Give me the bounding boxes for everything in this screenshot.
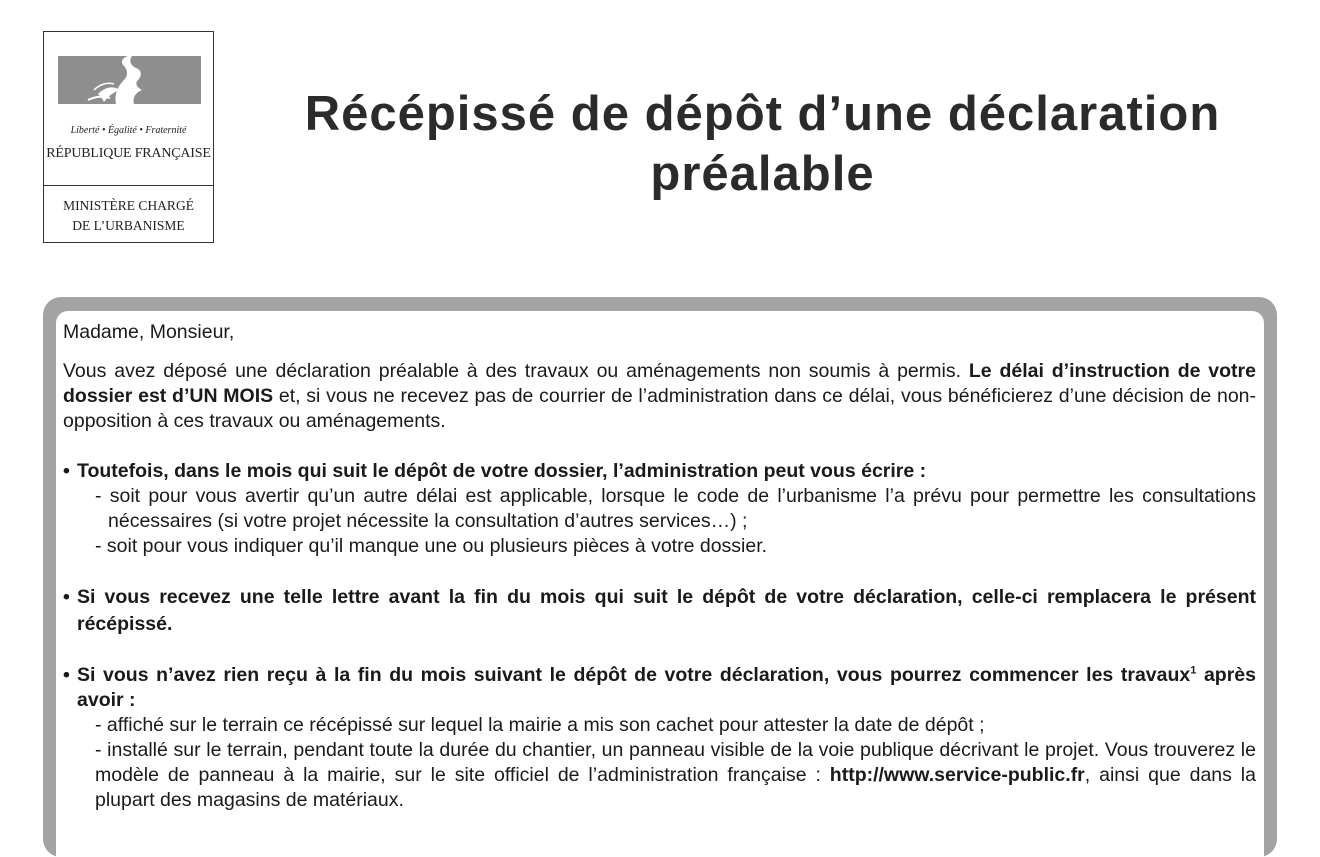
receipt-body: [63, 320, 1256, 813]
bullet-nothing-received-item-1: - affiché sur le terrain ce récépissé sur lequel la mairie a mis son cachet pour attester la date de dépôt ;: [95, 714, 985, 736]
bullet-mark: •: [63, 664, 70, 686]
bullet-letter-heading: Si vous recevez une telle lettre avant la fin du mois qui suit le dépôt de votre déclaration, celle-ci remplacera le présent récépissé.: [77, 586, 1256, 635]
bullet-nothing-received-text-1: Si vous n’avez rien reçu à la fin du mois suivant le dépôt de votre déclaration, vous pourrez commencer les travaux: [77, 664, 1191, 686]
bullet-however-item-1: - soit pour vous avertir qu’un autre délai est applicable, lorsque le code de l’urbanisme l’a prévu pour permettre les consultations nécessaires (si votre projet nécessite la consultation d’autres services…) ;: [95, 485, 1256, 532]
ministry-name: [44, 196, 213, 236]
bullet-however-item-2: - soit pour vous indiquer qu’il manque une ou plusieurs pièces à votre dossier.: [95, 535, 768, 557]
bullet-mark: •: [63, 460, 70, 482]
title-line-1: Récépissé de dépôt d’une déclaration: [304, 87, 1221, 141]
intro-text-1: Vous avez déposé une déclaration préalable à des travaux ou aménagements non soumis à permis.: [63, 360, 969, 382]
title-line-2: préalable: [650, 147, 875, 201]
document-title: [230, 84, 1295, 204]
panel-instruction-text-1: - installé sur le terrain, pendant toute la durée du chantier, un panneau visible de la voie publique décrivant le projet. Vous trouverez le modèle de panneau à la mairie, sur le site officiel de l’administration française :: [95, 739, 1256, 786]
bullet-nothing-received: [63, 663, 1256, 713]
ministry-line-2: DE L’URBANISME: [72, 218, 185, 233]
bullet-however: [63, 459, 1256, 484]
bullet-however-heading: Toutefois, dans le mois qui suit le dépôt de votre dossier, l’administration peut vous écrire :: [77, 460, 927, 482]
bullet-nothing-received-text-2: après avoir :: [77, 664, 1256, 711]
intro-text-2: et, si vous ne recevez pas de courrier de l’administration dans ce délai, vous bénéficierez d’une décision de non-opposition à ces travaux ou aménagements.: [63, 385, 1256, 432]
service-public-link[interactable]: http://www.service-public.fr: [829, 764, 1085, 786]
footnote-marker: 1: [1190, 664, 1197, 677]
ministry-line-1: MINISTÈRE CHARGÉ: [63, 198, 194, 213]
intro-paragraph: [63, 359, 1256, 434]
panel-instruction-text-2: , ainsi que dans la plupart des magasins de matériaux.: [95, 764, 1256, 811]
republic-name: RÉPUBLIQUE FRANÇAISE: [46, 146, 211, 161]
intro-delay-bold: Le délai d’instruction de votre dossier est d’UN MOIS: [63, 360, 1256, 407]
bullet-nothing-received-heading: [77, 663, 1256, 713]
bullet-letter: [63, 584, 1256, 638]
bullet-mark: •: [63, 586, 70, 608]
marianne-logo-icon: [58, 56, 201, 104]
republic-logo: [43, 31, 214, 243]
republic-motto: Liberté • Égalité • Fraternité: [70, 125, 187, 136]
logo-divider: [44, 185, 213, 186]
bullet-nothing-received-item-2: [63, 738, 1256, 813]
greeting: Madame, Monsieur,: [63, 321, 235, 343]
